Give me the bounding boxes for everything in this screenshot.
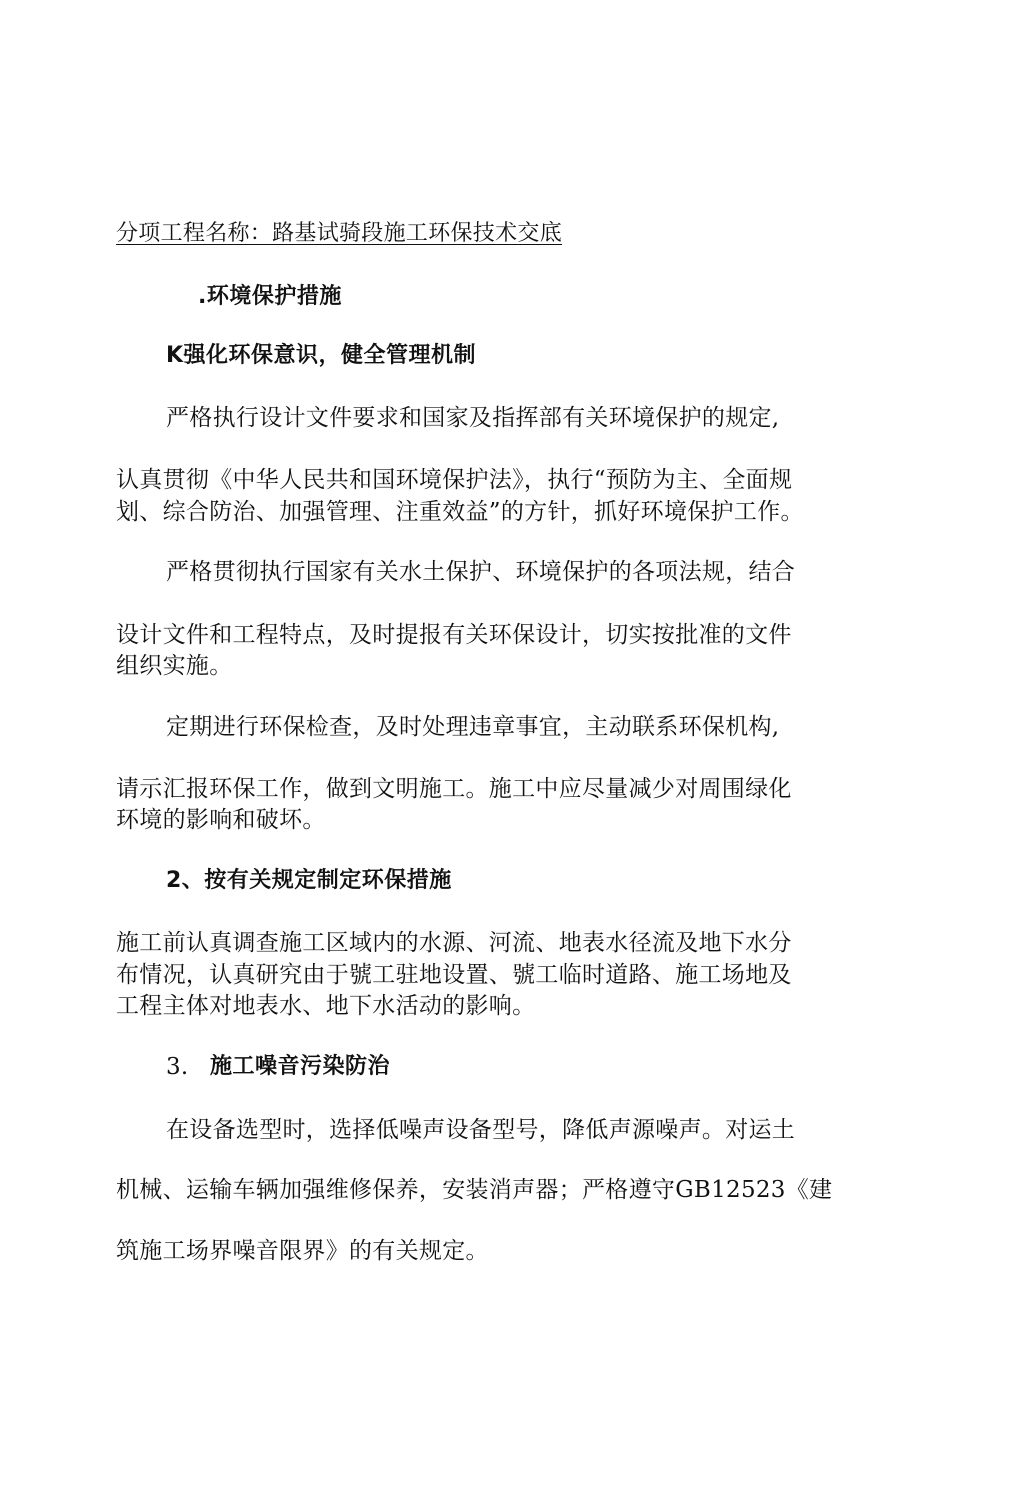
paragraph-line: 机械、运输车辆加强维修保养，安装消声器；严格遵守GB12523《建 — [116, 1177, 833, 1203]
paragraph-line: 在设备选型时，选择低噪声设备型号，降低声源噪声。对运土 — [166, 1117, 796, 1143]
paragraph-line: 布情况，认真研究由于號工驻地设置、號工临时道路、施工场地及 — [116, 962, 792, 988]
section-heading: .环境保护措施 — [198, 284, 342, 309]
paragraph-line: 施工前认真调查施工区域内的水源、河流、地表水径流及地下水分 — [116, 930, 792, 956]
paragraph-line: 设计文件和工程特点，及时提报有关环保设计，切实按批准的文件 — [116, 622, 792, 648]
paragraph-line: 请示汇报环保工作，做到文明施工。施工中应尽量减少对周围绿化 — [116, 776, 792, 802]
paragraph-line: 严格贯彻执行国家有关水土保护、环境保护的各项法规，结合 — [166, 559, 796, 585]
paragraph-line: 划、综合防治、加强管理、注重效益”的方针，抓好环境保护工作。 — [116, 499, 804, 525]
paragraph-line: 严格执行设计文件要求和国家及指挥部有关环境保护的规定, — [166, 405, 780, 431]
subsection-2-heading: 2、按有关规定制定环保措施 — [166, 868, 452, 893]
paragraph-line: 环境的影响和破坏。 — [116, 807, 326, 833]
paragraph-line: 筑施工场界噪音限界》的有关规定。 — [116, 1238, 489, 1264]
subsection-3-heading-number: 3. — [166, 1054, 189, 1080]
paragraph-line: 定期进行环保检查，及时处理违章事宜，主动联系环保机构, — [166, 714, 780, 740]
paragraph-line: 工程主体对地表水、地下水活动的影响。 — [116, 993, 536, 1019]
subsection-1-heading: K强化环保意识，健全管理机制 — [166, 343, 477, 368]
paragraph-line: 认真贯彻《中华人民共和国环境保护法》，执行“预防为主、全面规 — [116, 467, 793, 493]
document-title: 分项工程名称：路基试骑段施工环保技术交底 — [116, 221, 563, 246]
subsection-3-heading: 施工噪音污染防治 — [210, 1054, 391, 1079]
paragraph-line: 组织实施。 — [116, 653, 233, 679]
